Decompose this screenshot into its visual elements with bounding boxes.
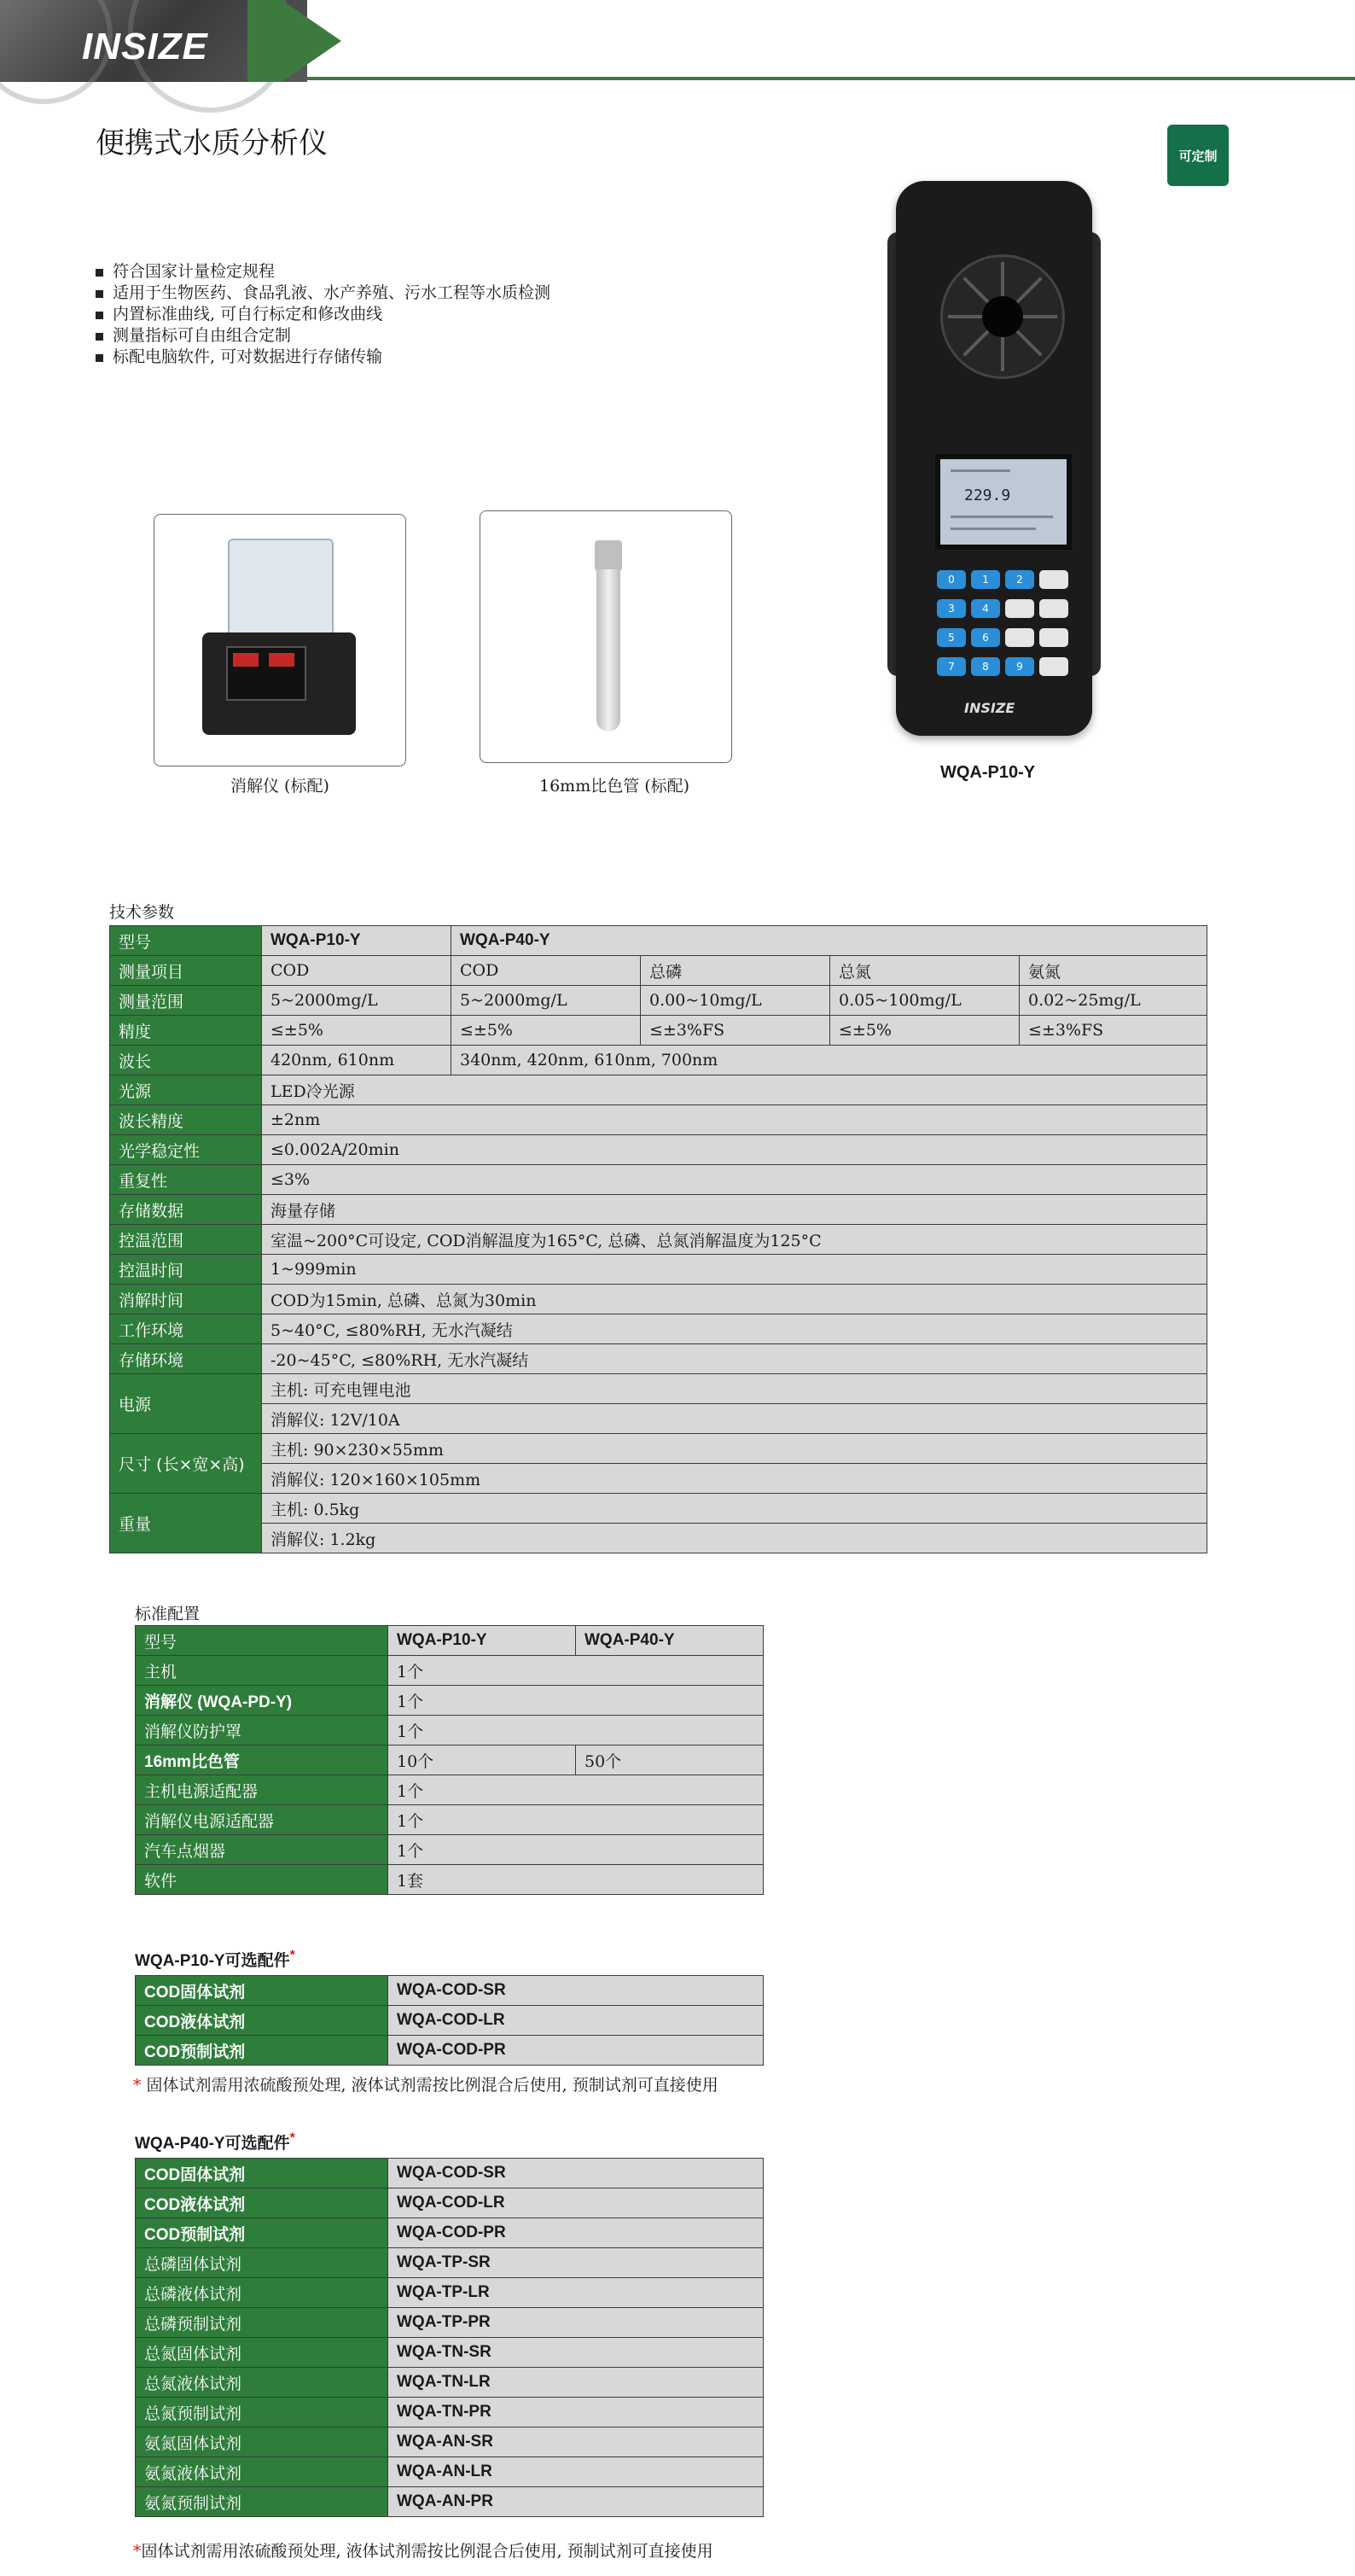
table-row: 尺寸 (长×宽×高) 主机: 90×230×55mm xyxy=(110,1434,1207,1464)
table-row: 消解仪 (WQA-PD-Y) 1个 xyxy=(136,1686,764,1716)
table-row: 波长 420nm, 610nm 340nm, 420nm, 610nm, 700nm xyxy=(110,1046,1207,1075)
page-title: 便携式水质分析仪 xyxy=(96,126,328,160)
table-row: 消解仪防护罩 1个 xyxy=(136,1716,764,1746)
table-row: 控温范围 室温~200°C可设定, COD消解温度为165°C, 总磷、总氮消解温度为125°C xyxy=(110,1225,1207,1255)
spec-title: 技术参数 xyxy=(109,903,175,922)
table-row: 总磷预制试剂 WQA-TP-PR xyxy=(136,2308,764,2338)
table-row: 存储环境 -20~45°C, ≤80%RH, 无水汽凝结 xyxy=(110,1344,1207,1374)
table-row: 氨氮固体试剂 WQA-AN-SR xyxy=(136,2427,764,2457)
table-row: 测量范围 5~2000mg/L 5~2000mg/L 0.00~10mg/L 0.05~100mg/L 0.02~25mg/L xyxy=(110,986,1207,1016)
digester-image-box xyxy=(154,514,406,766)
screen-reading: 229.9 xyxy=(964,487,1011,504)
page-header xyxy=(0,0,1355,85)
table-row: 控温时间 1~999min xyxy=(110,1255,1207,1285)
feature-item: 标配电脑软件, 可对数据进行存储传输 xyxy=(96,347,550,368)
table-row: 总磷液体试剂 WQA-TP-LR xyxy=(136,2278,764,2308)
feature-item: 适用于生物医药、食品乳液、水产养殖、污水工程等水质检测 xyxy=(96,283,550,304)
device-brand-mark: INSIZE xyxy=(964,700,1015,716)
config-title: 标准配置 xyxy=(135,1605,201,1623)
table-row: 软件 1套 xyxy=(136,1865,764,1895)
header-chevron xyxy=(282,0,341,82)
table-row: 电源 主机: 可充电锂电池 xyxy=(110,1374,1207,1404)
table-row: 总氮固体试剂 WQA-TN-SR xyxy=(136,2338,764,2368)
table-row: 测量项目 COD COD 总磷 总氮 氨氮 xyxy=(110,956,1207,986)
table-row: COD固体试剂 WQA-COD-SR xyxy=(136,1976,764,2006)
opt-p40-note: *固体试剂需用浓硫酸预处理, 液体试剂需按比例混合后使用, 预制试剂可直接使用 xyxy=(133,2542,713,2561)
table-row: 主机电源适配器 1个 xyxy=(136,1775,764,1805)
asterisk: * xyxy=(289,1948,295,1963)
opt-p10-title: WQA-P10-Y可选配件* xyxy=(135,1948,295,1970)
table-row: 重复性 ≤3% xyxy=(110,1165,1207,1195)
table-row: 重量 主机: 0.5kg xyxy=(110,1494,1207,1524)
color-tube-illustration xyxy=(593,540,624,733)
digester-illustration xyxy=(202,539,356,743)
feature-item: 内置标准曲线, 可自行标定和修改曲线 xyxy=(96,304,550,325)
device-screen xyxy=(935,454,1072,550)
table-row: 总磷固体试剂 WQA-TP-SR xyxy=(136,2248,764,2278)
table-row: 精度 ≤±5% ≤±5% ≤±3%FS ≤±5% ≤±3%FS xyxy=(110,1016,1207,1046)
feature-item: 测量指标可自由组合定制 xyxy=(96,325,550,347)
table-row: 消解仪: 120×160×105mm xyxy=(110,1464,1207,1494)
header-rule xyxy=(307,77,1355,80)
digester-caption: 消解仪 (标配) xyxy=(230,777,329,796)
table-row: 型号 WQA-P10-Y WQA-P40-Y xyxy=(110,926,1207,956)
opt-p40-table xyxy=(135,2158,764,2517)
sample-cell-dial xyxy=(940,254,1065,379)
table-row: 消解仪电源适配器 1个 xyxy=(136,1805,764,1835)
spec-table xyxy=(109,925,1207,1553)
table-row: 消解仪: 1.2kg xyxy=(110,1524,1207,1553)
table-row: 氨氮液体试剂 WQA-AN-LR xyxy=(136,2457,764,2487)
feature-list xyxy=(96,261,550,368)
config-table xyxy=(135,1625,764,1895)
tube-caption: 16mm比色管 (标配) xyxy=(539,777,690,796)
table-row: 消解仪: 12V/10A xyxy=(110,1404,1207,1434)
table-row: COD预制试剂 WQA-COD-PR xyxy=(136,2036,764,2066)
table-row: 型号 WQA-P10-Y WQA-P40-Y xyxy=(136,1626,764,1656)
customizable-badge: 可定制 xyxy=(1167,125,1229,186)
table-row: 主机 1个 xyxy=(136,1656,764,1686)
brand-logo: INSIZE xyxy=(82,26,208,67)
table-row: COD液体试剂 WQA-COD-LR xyxy=(136,2006,764,2036)
opt-p10-table xyxy=(135,1975,764,2066)
table-row: 波长精度 ±2nm xyxy=(110,1105,1207,1135)
table-row: 光源 LED冷光源 xyxy=(110,1075,1207,1105)
table-row: 汽车点烟器 1个 xyxy=(136,1835,764,1865)
table-row: 光学稳定性 ≤0.002A/20min xyxy=(110,1135,1207,1165)
opt-p10-note: * 固体试剂需用浓硫酸预处理, 液体试剂需按比例混合后使用, 预制试剂可直接使用 xyxy=(133,2076,718,2095)
table-row: 16mm比色管 10个 50个 xyxy=(136,1746,764,1775)
opt-p40-title: WQA-P40-Y可选配件* xyxy=(135,2130,295,2153)
tube-image-box xyxy=(480,510,732,763)
feature-item: 符合国家计量检定规程 xyxy=(96,261,550,283)
asterisk: * xyxy=(289,2130,295,2146)
table-row: 消解时间 COD为15min, 总磷、总氮为30min xyxy=(110,1285,1207,1314)
table-row: COD预制试剂 WQA-COD-PR xyxy=(136,2218,764,2248)
table-row: 工作环境 5~40°C, ≤80%RH, 无水汽凝结 xyxy=(110,1314,1207,1344)
table-row: COD液体试剂 WQA-COD-LR xyxy=(136,2188,764,2218)
device-caption: WQA-P10-Y xyxy=(940,763,1036,782)
table-row: COD固体试剂 WQA-COD-SR xyxy=(136,2159,764,2188)
table-row: 总氮预制试剂 WQA-TN-PR xyxy=(136,2398,764,2427)
table-row: 氨氮预制试剂 WQA-AN-PR xyxy=(136,2487,764,2517)
device-illustration: 229.9 0 1 2 3 4 5 6 7 8 9 INSIZE xyxy=(887,181,1101,736)
table-row: 存储数据 海量存储 xyxy=(110,1195,1207,1225)
table-row: 总氮液体试剂 WQA-TN-LR xyxy=(136,2368,764,2398)
